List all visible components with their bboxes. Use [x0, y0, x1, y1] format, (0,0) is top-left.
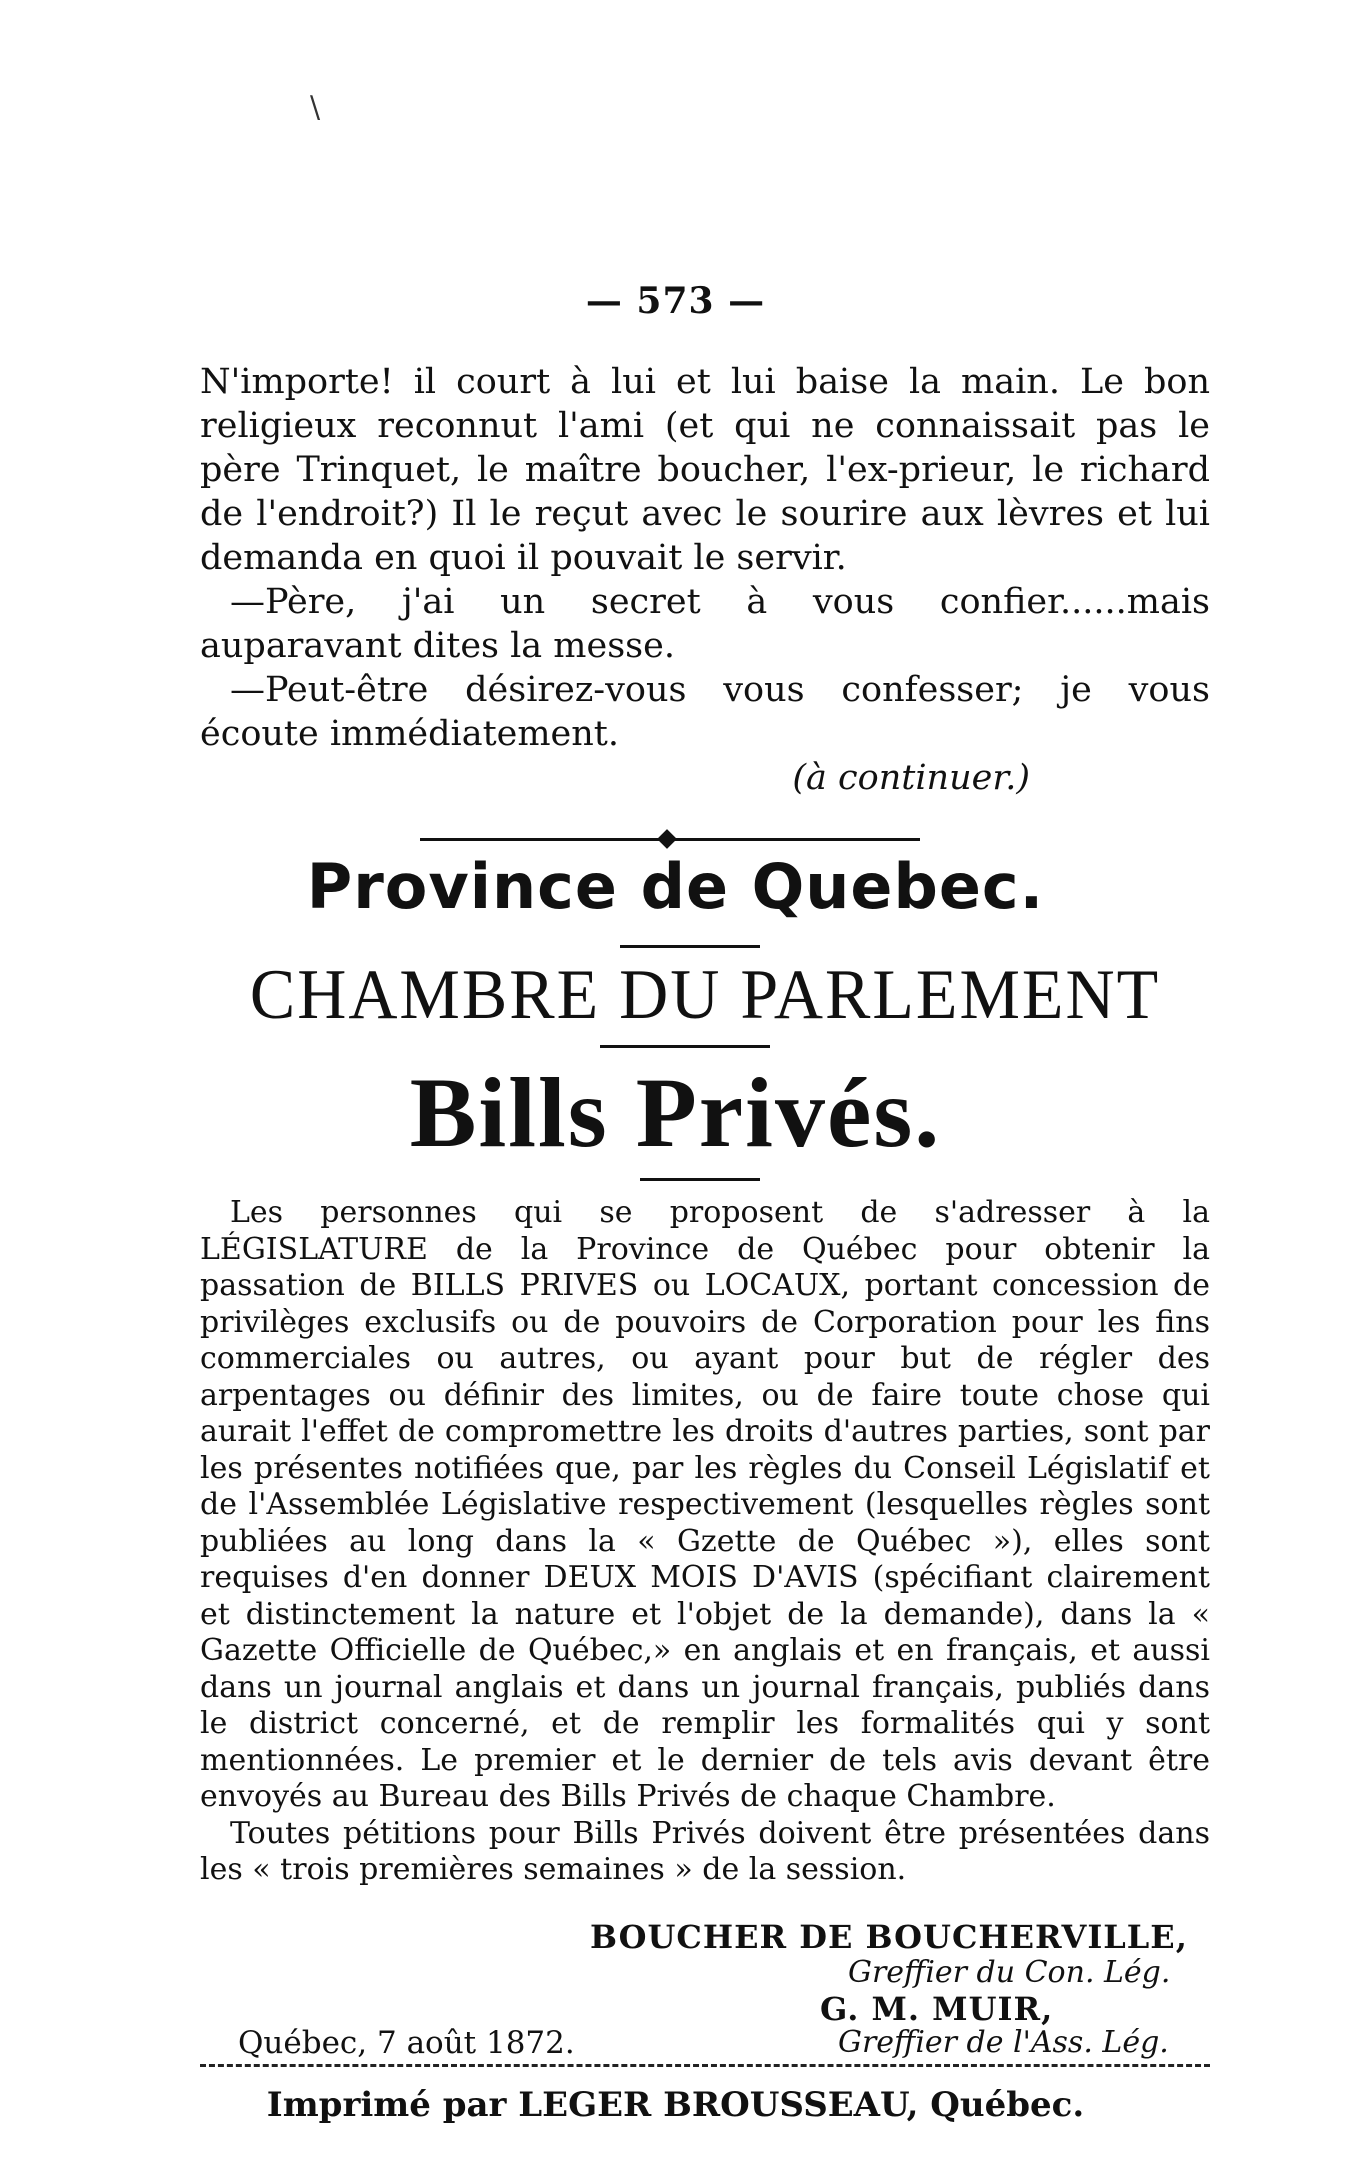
ornamental-rule	[420, 838, 920, 845]
bills-heading: Bills Privés.	[409, 1057, 942, 1168]
story-paragraph: —Père, j'ai un secret à vous confier......mais auparavant dites la messe.	[200, 582, 1210, 666]
stray-mark: \	[310, 90, 321, 125]
story-paragraph: —Peut-être désirez-vous vous confesser; je vous écoute immédiatement.	[200, 670, 1210, 754]
notice-paragraph: Les personnes qui se proposent de s'adresser à la LÉGISLATURE de la Province de Québec pour obtenir la passation de BILLS PRIVES ou LOCAUX, portant concession de privilèges exclusifs ou de pouvoirs de Corporation pour les fins commerciales ou autres, ou ayant pour but de régler des arpentages ou définir des limites, ou de faire toute chose qui aurait l'effet de compromettre les droits d'autres parties, sont par les présentes notifiées que, par les règles du Conseil Législatif et de l'Assemblée Législative respectivement (lesquelles règles sont publiées au long dans la « Gzette de Québec »), elles sont requises d'en donner DEUX MOIS D'AVIS (spécifiant clairement et distinctement la nature et l'objet de la demande), dans la « Gazette Officielle de Québec,» en anglais et en français, et aussi dans un journal anglais et dans un journal français, publiés dans le district concerné, et de remplir les formalités qui y sont mentionnées. Le premier et le dernier de tels avis devant être envoyés au Bureau des Bills Privés de chaque Chambre.	[200, 1195, 1210, 1814]
notice-paragraph: Toutes pétitions pour Bills Privés doivent être présentées dans les « trois premières semaines » de la session.	[200, 1815, 1210, 1887]
signatory-2: G. M. MUIR,	[820, 1990, 1054, 2028]
chamber-heading: CHAMBRE DU PARLEMENT	[249, 954, 1161, 1034]
bottom-rule	[200, 2064, 1210, 2067]
story-paragraph: N'importe! il court à lui et lui baise la main. Le bon religieux reconnut l'ami (et qui ne connaissait pas le père Trinquet, le maître boucher, l'ex-prieur, le richard de l'endroit?) Il le reçut avec le sourire aux lèvres et lui demanda en quoi il pouvait le servir.	[200, 362, 1210, 578]
imprint-line: Imprimé par LEGER BROUSSEAU, Québec.	[266, 2085, 1085, 2125]
signatory-2-title: Greffier de l'Ass. Lég.	[838, 2025, 1169, 2060]
signatory-1-title: Greffier du Con. Lég.	[848, 1955, 1171, 1990]
notice-body	[200, 1195, 1210, 1889]
page-number: — 573 —	[585, 280, 766, 322]
continue-note: (à continuer.)	[792, 758, 1030, 798]
divider-rule	[640, 1178, 760, 1181]
signatory-1: BOUCHER DE BOUCHERVILLE,	[590, 1918, 1188, 1956]
divider-rule	[600, 1045, 770, 1048]
story-text	[200, 360, 1210, 800]
place-date: Québec, 7 août 1872.	[238, 2025, 575, 2061]
province-heading: Province de Quebec.	[306, 850, 1045, 923]
divider-rule	[620, 945, 760, 948]
